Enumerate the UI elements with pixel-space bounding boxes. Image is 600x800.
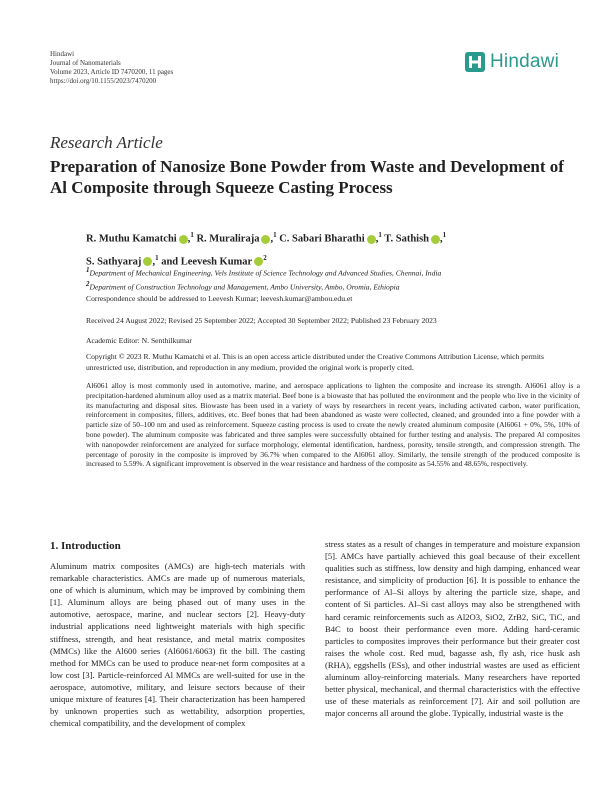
- body-paragraph: stress states as a result of changes in temperature and moisture expansion [5]. AMCs have partially achieved this goal because of their excellent qualities such as stiffness, low density and high damping, enhanced wear resistance, and simplicity of production [6]. It is possible to enhance the performance of Al–Si alloys by altering the particle size, shape, and content of Si particles. Al–Si cast alloys may also be strengthened with hard ceramic reinforcements such as Al2O3, SiO2, ZrB2, SiC, TiC, and B4C to boost their performance even more. Adding hard-ceramic particles to composites improves their performance but their greater cost raises the whole cost. Red mud, bagasse ash, fly ash, rice husk ash (RHA), eggshells (ESs), and other industrial wastes are used as efficient aluminum alloy-reinforcing materials. Many researchers have reported better physical, mechanical, and thermal characteristics with the effective use of these materials as reinforcement [7]. Air and soil pollution are major concerns all around the globe. Typically, industrial waste is the: [325, 539, 580, 719]
- affiliation-item: 1Department of Mechanical Engineering, Vels Institute of Science Technology and Advanced Studies, Chennai, India: [86, 266, 442, 278]
- correspondence: Correspondence should be addressed to Leevesh Kumar; leevesh.kumar@ambou.edu.et: [86, 294, 353, 303]
- author-affiliation: 1: [442, 231, 447, 239]
- author-affiliation: 2: [263, 253, 267, 262]
- author-name[interactable]: C. Sabari Bharathi: [279, 233, 365, 245]
- body-column-left: [50, 560, 305, 729]
- affiliation-item: 2Department of Construction Technology and Management, Ambo University, Ambo, Oromia, Ethiopia: [86, 279, 400, 292]
- author-affiliation: 1: [273, 231, 277, 239]
- section-heading: 1. Introduction: [50, 540, 121, 552]
- author-name[interactable]: R. Muraliraja: [196, 233, 260, 245]
- author-name[interactable]: T. Sathish: [384, 233, 430, 245]
- author-list: R. Muthu Kamatchi ,$^1$ R. Muraliraja ,$^1$ C. Sabari Bharathi ,$^1$ T. Sathish ,$^1$ S. Sathyaraj ,$^1$ and Leevesh Kumar $^2$: [86, 231, 447, 267]
- body-paragraph: Aluminum matrix composites (AMCs) are high-tech materials with remarkable characteristics. AMCs are made up of numerous materials, one of which is aluminum, which may be improved by combining them [1]. Aluminum alloys are being phased out of many uses in the automotive, aerospace, marine, and nuclear sectors [2]. Heavy-duty industrial applications need lightweight materials with high specific stiffness, strength, and heat resistance, and metal matrix composites (MMCs) like the Al600 series (Al6061/6063) fit the bill. The casting method for MMCs can be used to produce near-net form composites at a low cost [3]. Particle-reinforced Al MMCs are well-suited for use in the aerospace, automotive, military, and leisure sectors because of their unique mixture of features [4]. Their characterization has been hampered by unknown properties such as wettability, adsorption properties, chemical compatibility, and the development of complex: [50, 561, 305, 729]
- article-type: Research Article: [50, 133, 163, 152]
- publisher-name: Hindawi: [50, 50, 75, 58]
- volume-info: Volume 2023, Article ID 7470200, 11 pages: [50, 68, 174, 76]
- body-column-right: [325, 538, 580, 719]
- author-affiliation: 1: [155, 253, 159, 262]
- article-title: Preparation of Nanosize Bone Powder from Waste and Development of Al Composite through Squeeze Casting Process: [50, 157, 564, 197]
- author-name[interactable]: S. Sathyaraj: [86, 256, 142, 267]
- article-dates: Received 24 August 2022; Revised 25 September 2022; Accepted 30 September 2022; Published 23 February 2023: [86, 316, 437, 325]
- doi-link[interactable]: https://doi.org/10.1155/2023/7470200: [50, 77, 157, 85]
- journal-meta: [50, 50, 173, 86]
- copyright-notice: Copyright © 2023 R. Muthu Kamatchi et al. This is an open access article distributed under the Creative Commons Attribution License, which permits unrestricted use, distribution, and reproduction in any medium, provided the original work is properly cited.: [86, 352, 545, 372]
- author-name[interactable]: and Leevesh Kumar: [161, 256, 253, 267]
- orcid-icon[interactable]: [179, 235, 188, 244]
- orcid-icon[interactable]: [431, 235, 440, 244]
- logo-text: Hindawi: [490, 51, 559, 72]
- abstract: Al6061 alloy is most commonly used in automotive, marine, and aerospace applications to lighten the composite and increase its strength. Al6061 alloy is a precipitation-hardened aluminum alloy used as a matrix material. Beef bone is a biowaste that has polluted the environment and the people who live in the vicinity of its manufacturing and disposal sites. Biowaste has been used in a variety of ways by researchers in recent years, including activated carbon, water purification, reinforcement in composites, fillers, additives, etc. Beef bones that had been abandoned as waste were collected, cleaned, and grounded into a fine powder with a particle size of 50–100 nm and used as reinforcement. Squeeze casting process is used to create the newly created aluminum composite (Al6061 + 0%, 5%, 10% of bone powder). The aluminum composite was fabricated and three samples were successfully obtained for further testing and analysis. The prepared Al composites with nanopowder reinforcement are analyzed for surface morphology, elemental identification, hardness, porosity, tensile strength, and compression strength. The percentage of porosity in the composite is improved by 36.7% when compared to the Al6061 alloy. Similarly, the tensile strength of the produced composite is increased to 5.59%. A significant improvement is observed in the wear resistance and hardness of the composite as 54.55% and 48.65%, respectively.: [86, 381, 580, 469]
- author-name[interactable]: R. Muthu Kamatchi: [86, 233, 177, 245]
- hindawi-logo: [464, 51, 559, 73]
- author-affiliation: 1: [190, 231, 194, 239]
- affiliations: [86, 265, 586, 292]
- hindawi-logo-icon: [464, 51, 486, 73]
- orcid-icon[interactable]: [367, 235, 376, 244]
- academic-editor: Academic Editor: N. Senthilkumar: [86, 336, 192, 345]
- author-affiliation: 1: [378, 231, 382, 239]
- journal-name: Journal of Nanomaterials: [50, 59, 121, 67]
